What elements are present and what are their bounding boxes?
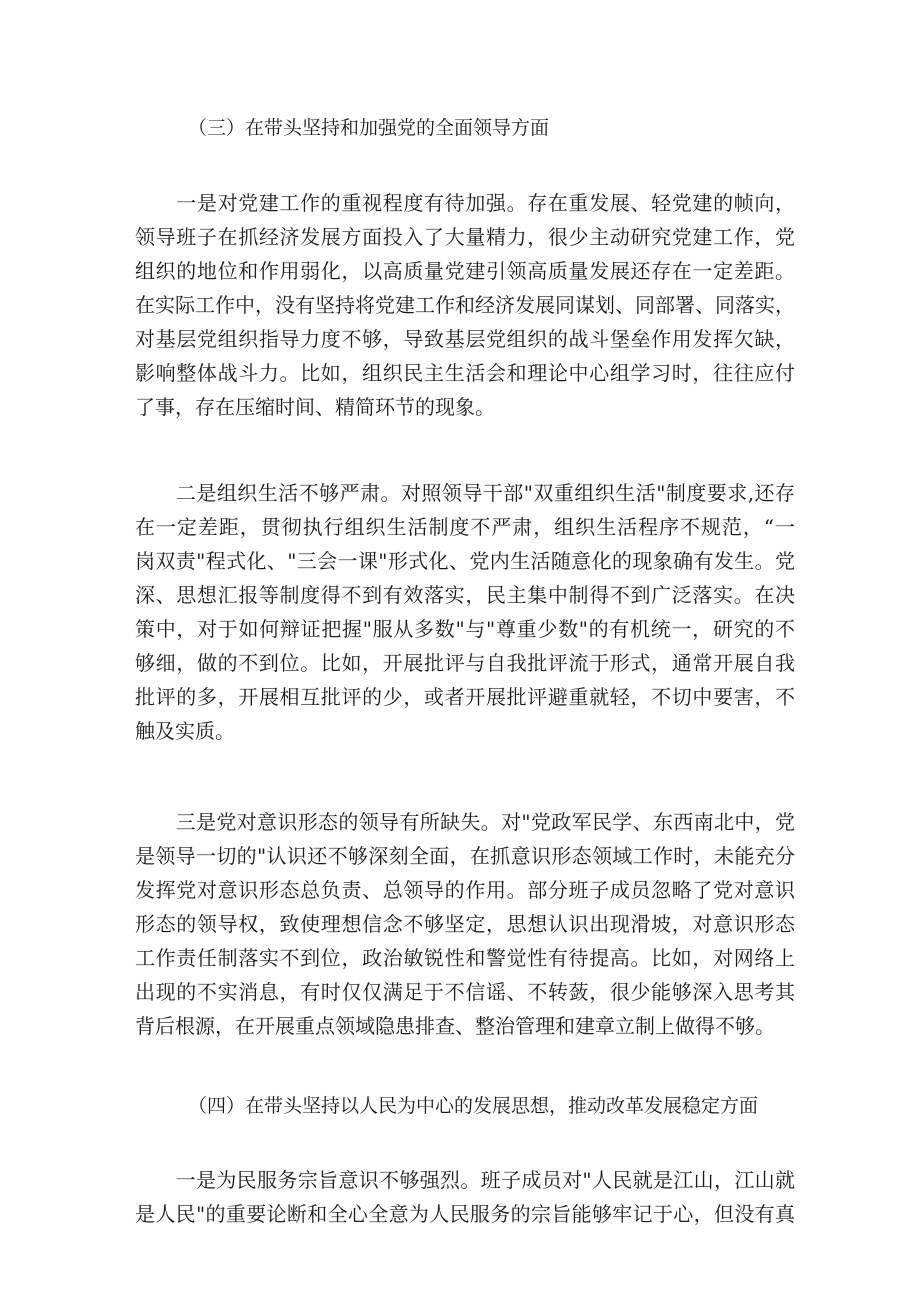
text-line: 够细，做的不到位。比如，开展批评与自我批评流于形式，通常开展自我 [135,651,795,675]
text-line: 在一定差距，贯彻执行组织生活制度不严肃，组织生活程序不规范，“一 [135,515,795,539]
text-line: 策中，对于如何辩证把握"服从多数"与"尊重少数"的有机统一，研究的不 [135,617,795,641]
text-line: 在实际工作中，没有坚持将党建工作和经济发展同谋划、同部署、同落实， [135,293,795,317]
text-line: 出现的不实消息，有时仅仅满足于不信谣、不转蔹，很少能够深入思考其 [135,980,795,1004]
text-line: 影响整体战斗力。比如，组织民主生活会和理论中心组学习时，往往应付 [135,361,795,385]
text-line: 形态的领导权，致使理想信念不够坚定，思想认识出现滑坡，对意识形态 [135,912,795,936]
text-line: 一是对党建工作的重视程度有待加强。存在重发展、轻党建的帧向， [135,191,795,215]
text-line: 是人民"的重要论断和全心全意为人民服务的宗旨能够牢记于心，但没有真 [135,1202,795,1226]
text-line: 背后根源，在开展重点领域隐患排查、整治管理和建章立制上做得不够。 [135,1014,775,1038]
section-heading-3: （三）在带头坚持和加强党的全面领导方面 [188,117,550,139]
text-line: 批评的多，开展相互批评的少，或者开展批评避重就轻，不切中要害，不 [135,685,795,709]
text-line: 是领导一切的"认识还不够深刻全面，在抓意识形态领域工作时，未能充分 [135,844,795,868]
text-line: 组织的地位和作用弱化，以高质量党建引领高质量发展还存在一定差距。 [135,259,795,283]
paragraph-party-building [135,186,795,424]
text-line: 工作责任制落实不到位，政治敏锐性和警觉性有待提高。比如，对网络上 [135,946,795,970]
paragraph-serving-people [135,1163,795,1231]
text-line: 二是组织生活不够严肃。对照领导干部"双重组织生活"制度要求,还存 [135,481,795,505]
section-heading-4: （四）在带头坚持以人民为中心的发展思想，推动改革发展稳定方面 [188,1095,759,1117]
text-line: 一是为民服务宗旨意识不够强烈。班子成员对"人民就是江山，江山就 [135,1168,795,1192]
text-line: 触及实质。 [135,719,235,743]
text-line: 三是党对意识形态的领导有所缺失。对"党政军民学、东西南北中，党 [135,810,795,834]
text-line: 领导班子在抓经济发展方面投入了大量精力，很少主动研究党建工作，党 [135,225,795,249]
text-line: 了事，存在压缩时间、精简环节的现象。 [135,395,495,419]
text-line: 发挥党对意识形态总负责、总领导的作用。部分班子成员忽略了党对意识 [135,878,795,902]
text-line: 深、思想汇报等制度得不到有效落实，民主集中制得不到广泛落实。在决 [135,583,795,607]
text-line: 岗双责"程式化、"三会一课"形式化、党内生活随意化的现象确有发生。党 [135,549,795,573]
paragraph-organizational-life [135,476,795,748]
paragraph-ideology [135,805,795,1043]
text-line: 对基层党组织指导力度不够，导致基层党组织的战斗堡垒作用发挥欠缺， [135,327,795,351]
